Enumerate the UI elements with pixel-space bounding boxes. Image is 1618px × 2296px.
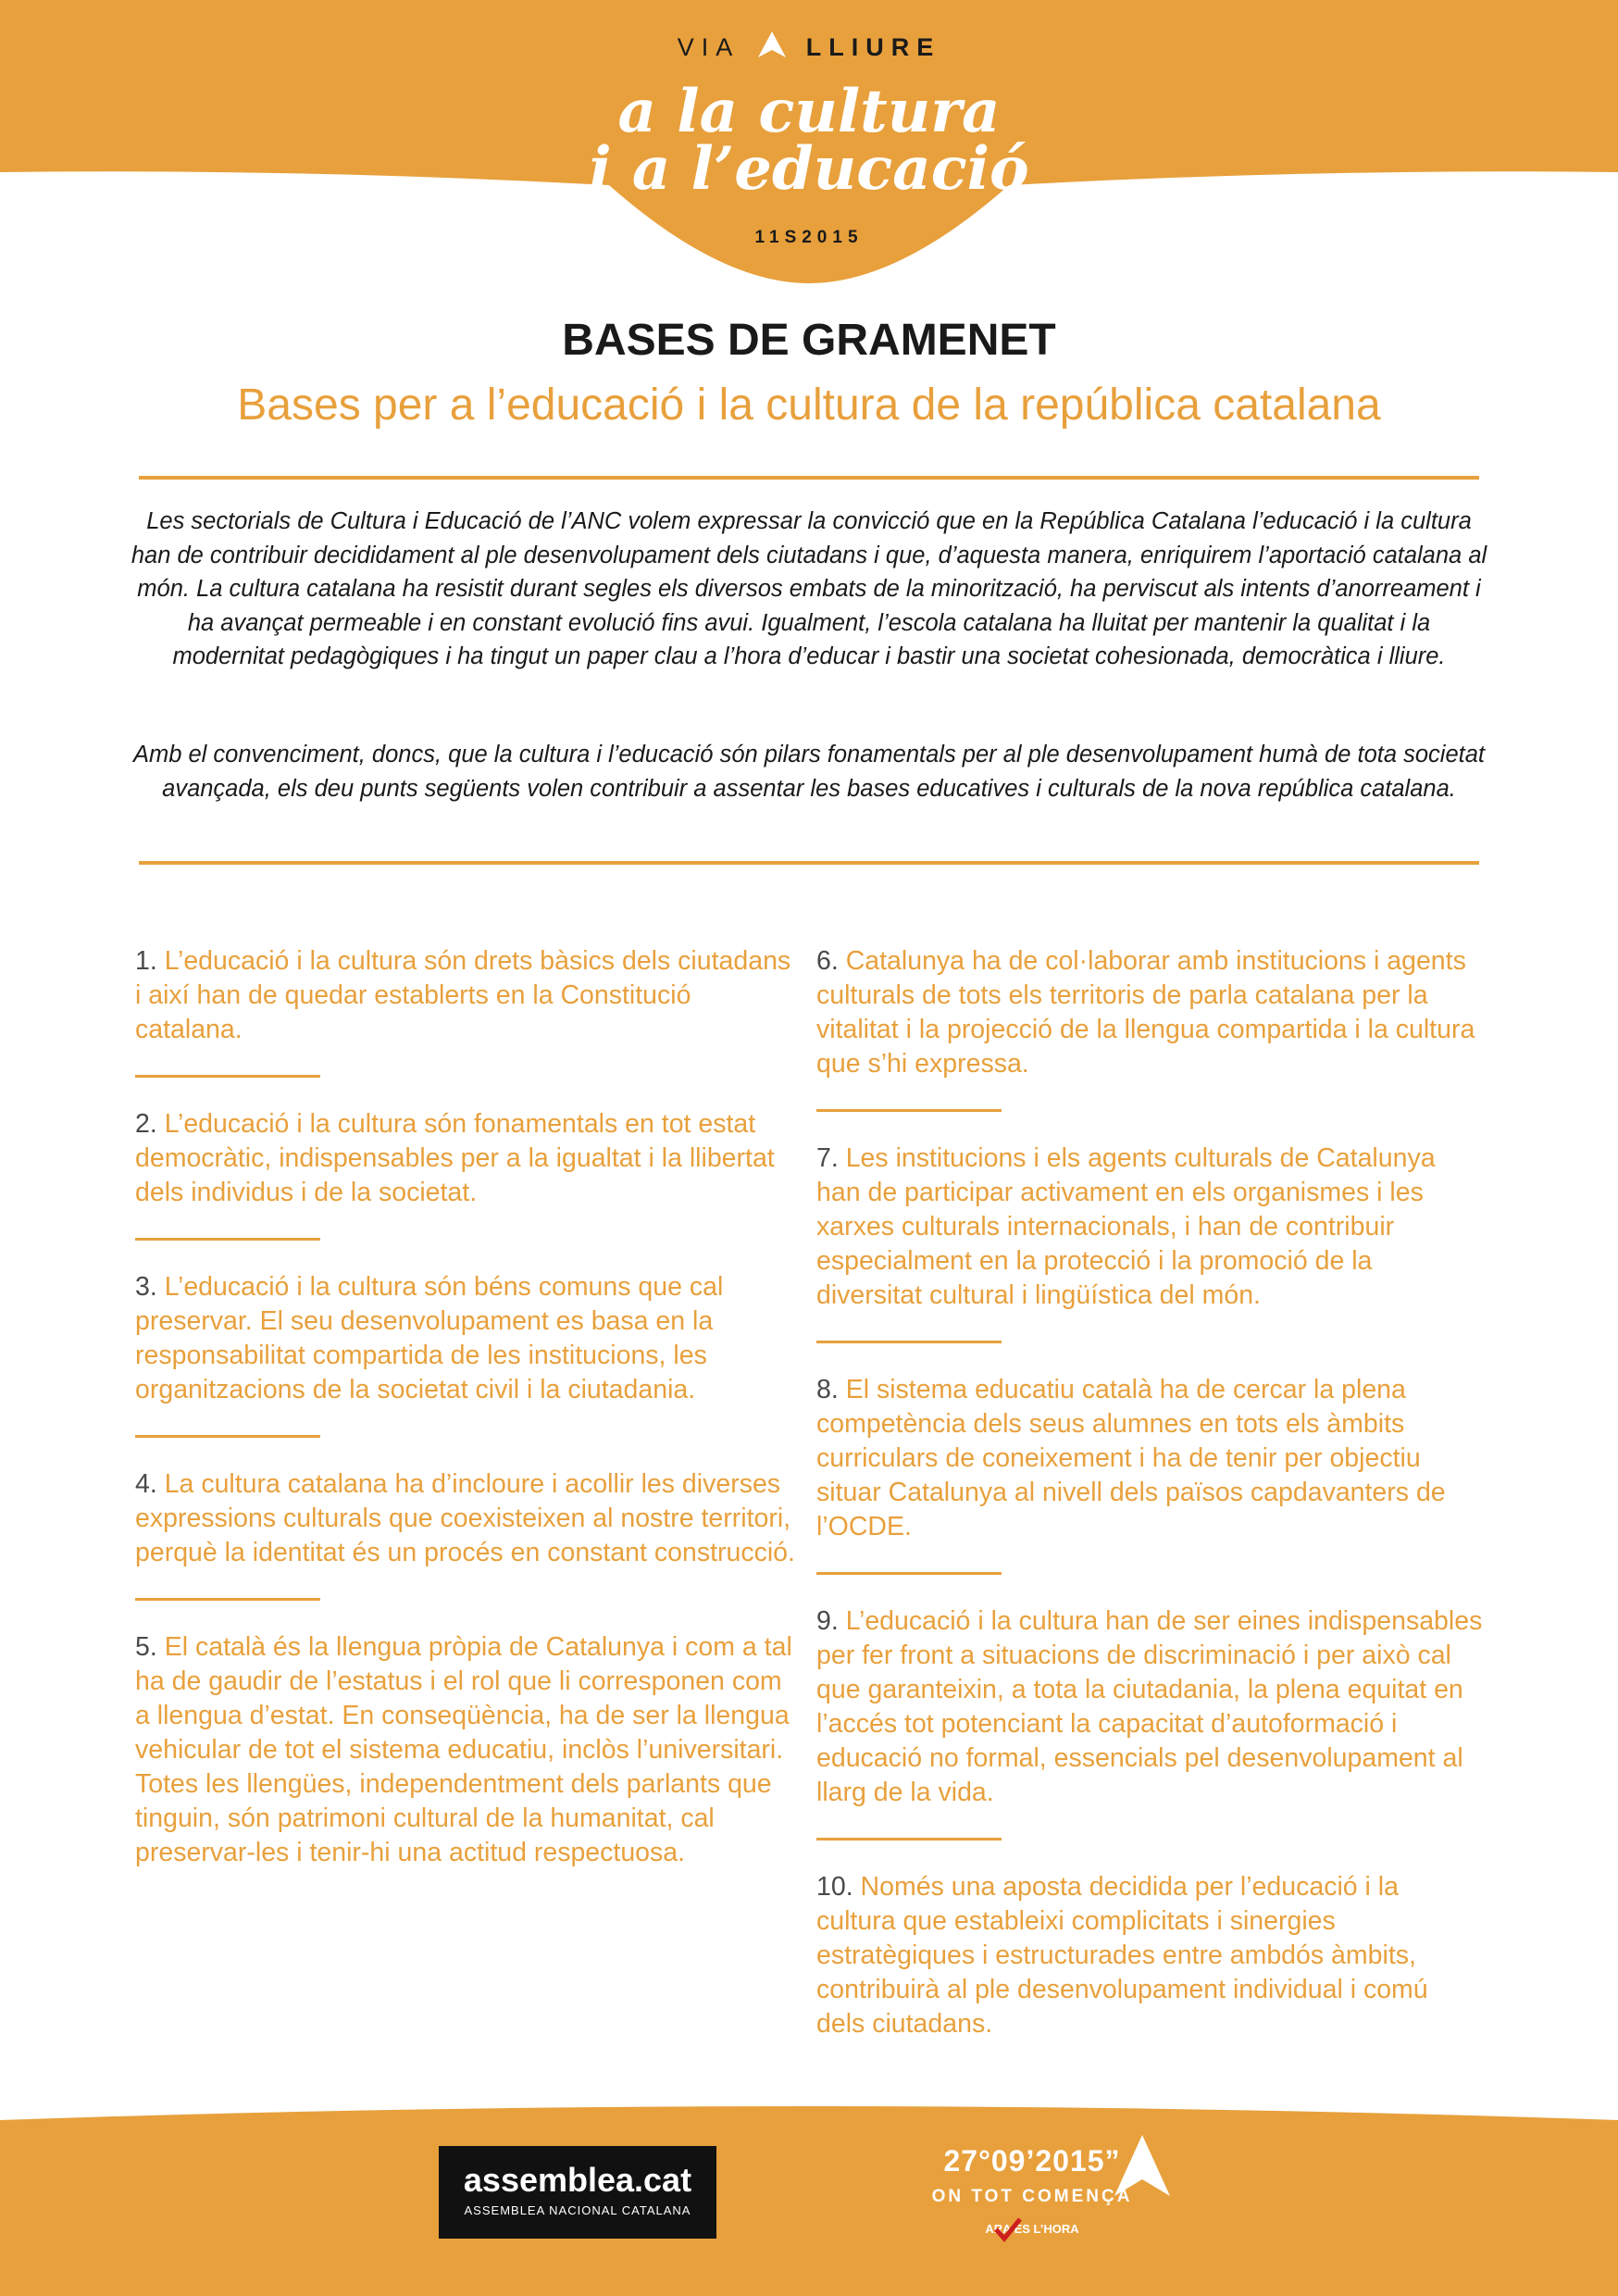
- points-column-left: [135, 944, 802, 1870]
- arrow-up-icon: [1114, 2135, 1170, 2196]
- point-number: 1.: [135, 946, 157, 976]
- point-number: 2.: [135, 1109, 157, 1139]
- point-separator: [816, 1838, 1002, 1841]
- point-separator: [135, 1435, 320, 1438]
- point-text: El sistema educatiu català ha de cercar la plena competència dels seus alumnes en tots els àmbits curriculars de coneixement i ha de tenir per objectiu situar Catalunya al nivell dels països capdavanters de l’OCDE.: [816, 1375, 1446, 1541]
- point-3: [135, 1270, 802, 1407]
- point-text: Les institucions i els agents culturals de Catalunya han de participar activament en els organismes i les xarxes culturals internacionals, i han de contribuir especialment en la protecció i la promoció de la diversitat cultural i lingüística del món.: [816, 1143, 1436, 1310]
- point-text: La cultura catalana ha d’incloure i acollir les diverses expressions culturals que coexisteixen al nostre territori, perquè la identitat és un procés en constant construcció.: [135, 1469, 795, 1567]
- lliure-text: LLIURE: [805, 33, 941, 61]
- point-number: 4.: [135, 1469, 157, 1499]
- point-number: 5.: [135, 1632, 157, 1662]
- point-5: [135, 1630, 802, 1870]
- point-text: L’educació i la cultura són fonamentals en tot estat democràtic, indispensables per a la igualtat i la llibertat dels individus i de la societat.: [135, 1109, 775, 1207]
- point-number: 8.: [816, 1375, 839, 1404]
- point-separator: [135, 1238, 320, 1241]
- intro-text-2: Amb el convenciment, doncs, que la cultura i l’educació són pilars fonamentals per al ple desenvolupament humà de tota societat avançada, els deu punts següents volen contribuir a assentar les bases educatives i culturals de la nova república catalana.: [132, 742, 1485, 802]
- intro-paragraph-2: [130, 738, 1488, 805]
- point-number: 6.: [816, 946, 839, 976]
- point-9: [816, 1604, 1483, 1810]
- divider-bottom: [139, 861, 1479, 865]
- points-column-right: [816, 944, 1483, 2041]
- point-separator: [816, 1109, 1002, 1112]
- slogan-line-2: i a l’educació: [589, 134, 1029, 204]
- point-text: L’educació i la cultura són béns comuns que cal preservar. El seu desenvolupament es basa en la responsabilitat compartida de les institucions, les organitzacions de la societat civil i la ciutadania.: [135, 1272, 724, 1404]
- point-separator: [816, 1572, 1002, 1575]
- intro-text-1: Les sectorials de Cultura i Educació de l’ANC volem expressar la convicció que en la República Catalana l’educació i la cultura han de contribuir decididament al ple desenvolupament dels ciutadans i que, d’aquesta manera, enriquirem l’aportació catalana al món. La cultura catalana ha resistit durant segles els diversos embats de la minorització, ha perviscut als intents d’anorreament i ha avançat permeable i en constant evolució fins avui. Igualment, l’escola catalana ha lluitat per mantenir la qualitat i la modernitat pedagògiques i ha tingut un paper clau a l’hora d’educar i bastir una societat cohesionada, democràtica i lliure.: [131, 508, 1487, 669]
- point-number: 7.: [816, 1143, 839, 1173]
- assemblea-org: ASSEMBLEA NACIONAL CATALANA: [464, 2203, 691, 2217]
- point-number: 10.: [816, 1872, 853, 1902]
- point-number: 9.: [816, 1606, 839, 1636]
- slogan-line-1: a la cultura: [617, 77, 1001, 146]
- point-number: 3.: [135, 1272, 157, 1302]
- point-separator: [135, 1598, 320, 1601]
- page-subtitle: Bases per a l’educació i la cultura de la república catalana: [237, 381, 1381, 430]
- divider-top: [139, 476, 1479, 480]
- point-separator: [816, 1341, 1002, 1343]
- point-4: [135, 1467, 802, 1570]
- point-text: Només una aposta decidida per l’educació i la cultura que estableixi complicitats i sinergies estratègiques i estructurades entre ambdós àmbits, contribuirà al ple desenvolupament individual i comú dels ciutadans.: [816, 1872, 1428, 2039]
- via-lliure-logo: [0, 31, 1618, 62]
- point-7: [816, 1142, 1483, 1313]
- assemblea-logo[interactable]: [439, 2146, 716, 2239]
- footer-tagline: ON TOT COMENÇA: [931, 2187, 1133, 2206]
- point-2: [135, 1107, 802, 1210]
- point-6: [816, 944, 1483, 1081]
- triangle-icon: [758, 31, 786, 57]
- point-text: L’educació i la cultura han de ser eines indispensables per fer front a situacions de discriminació i per això cal que garanteixin, a tota la ciutadania, la plena equitat en l’accés tot potenciant la capacitat d’autoformació i educació no formal, essencials pel desenvolupament al llarg de la vida.: [816, 1606, 1483, 1807]
- point-text: El català és la llengua pròpia de Catalunya i com a tal ha de gaudir de l’estatus i el rol que li corresponen com a llengua d’estat. En conseqüència, ha de ser la llengua vehicular de tot el sistema educatiu, inclòs l’universitari. Totes les llengües, independentment dels parlants que tinguin, són patrimoni cultural de la humanitat, cal preservar-les i tenir-hi una actitud respectuosa.: [135, 1632, 792, 1867]
- checkmark-icon: [994, 2216, 1022, 2242]
- point-1: [135, 944, 802, 1047]
- assemblea-site: assemblea.cat: [463, 2161, 692, 2199]
- page-title: BASES DE GRAMENET: [562, 316, 1056, 365]
- header-date: 11S2015: [754, 228, 864, 247]
- footer-slogan: ARA ÉS L’HORA: [985, 2222, 1079, 2236]
- point-8: [816, 1373, 1483, 1544]
- footer-date: 27°09’2015”: [943, 2144, 1121, 2177]
- point-10: [816, 1870, 1483, 2041]
- footer-banner: [0, 2092, 1618, 2296]
- point-text: L’educació i la cultura són drets bàsics dels ciutadans i així han de quedar establerts en la Constitució catalana.: [135, 946, 791, 1044]
- via-text: VIA: [677, 33, 739, 61]
- point-text: Catalunya ha de col·laborar amb institucions i agents culturals de tots els territoris de parla catalana per la vitalitat i la projecció de la llengua compartida i la cultura que s’hi expressa.: [816, 946, 1475, 1079]
- intro-paragraph-1: [130, 505, 1488, 674]
- point-separator: [135, 1075, 320, 1078]
